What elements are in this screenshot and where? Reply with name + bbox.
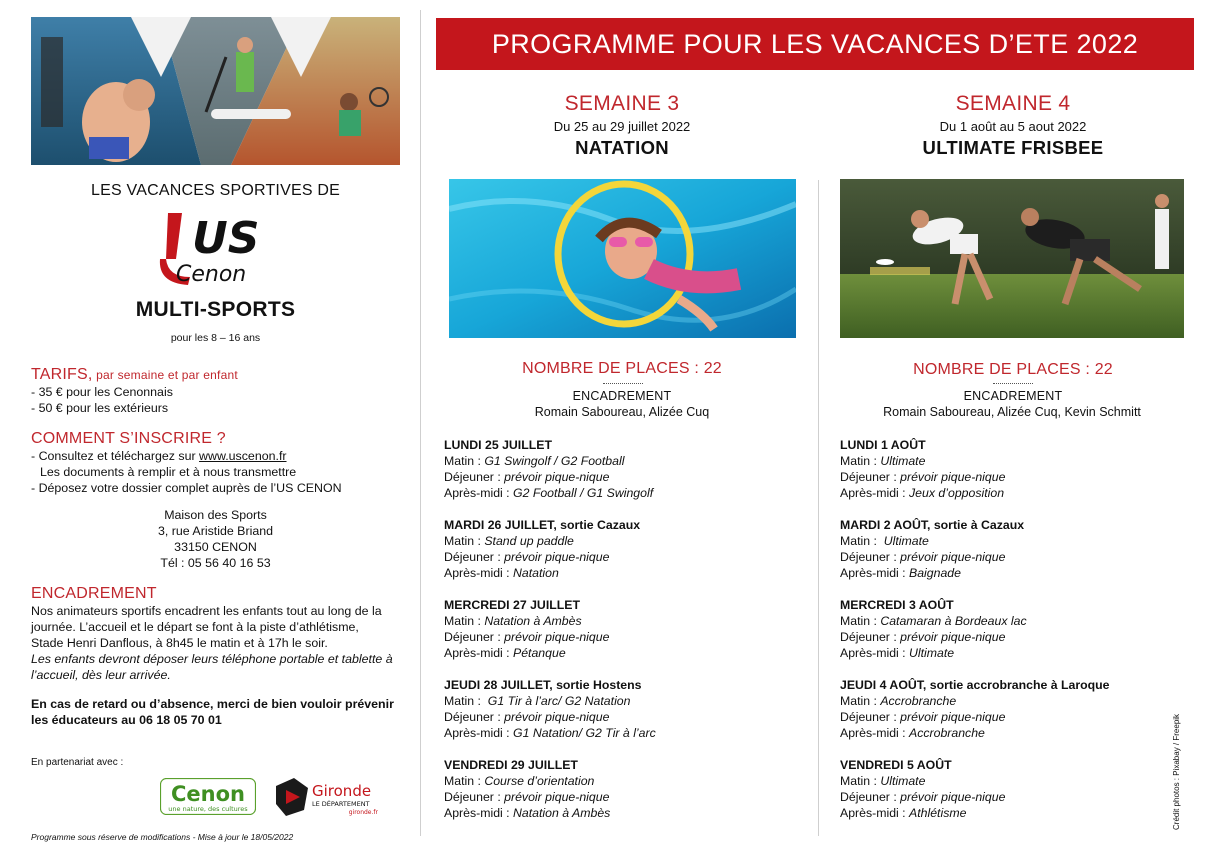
- activity-label: Matin :: [444, 454, 485, 468]
- week3-schedule: [444, 437, 784, 837]
- activity-label: Matin :: [840, 694, 881, 708]
- day-title: VENDREDI 29 JUILLET: [444, 758, 578, 772]
- cenon-logo-name: Cenon: [171, 782, 245, 806]
- cenon-partner-logo: [160, 778, 256, 815]
- lunch-info: [840, 709, 1180, 725]
- hero-photo-collage: [31, 17, 400, 165]
- day-block: [840, 757, 1180, 821]
- activity-value: Natation à Ambès: [484, 614, 582, 628]
- morning-activity: [444, 693, 784, 709]
- activity-label: Après-midi :: [444, 566, 514, 580]
- programme-banner: PROGRAMME POUR LES VACANCES D’ETE 2022: [436, 18, 1194, 70]
- us-cenon-logo: [158, 207, 273, 287]
- activity-label: Après-midi :: [444, 806, 514, 820]
- uscenon-link[interactable]: www.uscenon.fr: [199, 449, 287, 463]
- week3-encadrement-names: Romain Saboureau, Alizée Cuq: [534, 405, 710, 419]
- activity-value: Stand up paddle: [484, 534, 574, 548]
- ultimate-frisbee-photo: [840, 179, 1184, 338]
- encadrement-p2-line-1: En cas de retard ou d’absence, merci de bien vouloir prévenir: [31, 697, 394, 711]
- cenon-logo-tagline: une nature, des cultures: [168, 805, 248, 813]
- week4-sport: ULTIMATE FRISBEE: [922, 137, 1104, 158]
- morning-activity: [840, 613, 1180, 629]
- lunch-info: [840, 629, 1180, 645]
- lunch-info: [840, 469, 1180, 485]
- week4-places: NOMBRE DE PLACES : 22: [913, 361, 1113, 378]
- tarif-cenonnais: - 35 € pour les Cenonnais: [31, 385, 173, 399]
- day-block: [840, 677, 1180, 741]
- gironde-logo-line2: LE DÉPARTEMENT: [312, 800, 370, 808]
- activity-value: prévoir pique-nique: [504, 710, 610, 724]
- activity-label: Déjeuner :: [840, 550, 901, 564]
- day-block: [840, 597, 1180, 661]
- encadrement-heading: ENCADREMENT: [31, 585, 157, 602]
- day-title: MERCREDI 27 JUILLET: [444, 598, 580, 612]
- afternoon-activity: [444, 485, 784, 501]
- afternoon-activity: [840, 805, 1180, 821]
- afternoon-activity: [444, 645, 784, 661]
- logo-us-text: US: [192, 213, 260, 264]
- activity-value: prévoir pique-nique: [504, 630, 610, 644]
- activity-label: Déjeuner :: [444, 630, 505, 644]
- activity-value: Athlétisme: [909, 806, 967, 820]
- activity-value: G1 Swingolf / G2 Football: [484, 454, 625, 468]
- activity-value: G1 Tir à l’arc/ G2 Natation: [487, 694, 631, 708]
- lunch-info: [444, 629, 784, 645]
- address-line-3: 33150 CENON: [174, 540, 257, 554]
- day-block: [444, 437, 784, 501]
- encadrement-p1-line-1: Nos animateurs sportifs encadrent les enfants tout au long de la: [31, 604, 382, 618]
- activity-value: prévoir pique-nique: [900, 470, 1006, 484]
- inscription-heading: COMMENT S’INSCRIRE ?: [31, 430, 226, 447]
- week4-encadrement-label: ENCADREMENT: [963, 389, 1063, 403]
- gironde-logo-line3: gironde.fr: [348, 809, 378, 816]
- day-title: VENDREDI 5 AOÛT: [840, 758, 952, 772]
- activity-label: Matin :: [840, 454, 881, 468]
- morning-activity: [840, 773, 1180, 789]
- morning-activity: [444, 773, 784, 789]
- photo-collage-image: [31, 17, 400, 165]
- day-title: LUNDI 1 AOÛT: [840, 438, 926, 452]
- day-title: MERCREDI 3 AOÛT: [840, 598, 954, 612]
- column-divider-left: [420, 10, 421, 836]
- activity-label: Déjeuner :: [840, 630, 901, 644]
- activity-value: Ultimate: [909, 646, 955, 660]
- activity-value: Course d’orientation: [484, 774, 595, 788]
- lunch-info: [444, 469, 784, 485]
- lunch-info: [444, 709, 784, 725]
- activity-label: Déjeuner :: [444, 710, 505, 724]
- activity-value: G1 Natation/ G2 Tir à l’arc: [513, 726, 656, 740]
- activity-label: Déjeuner :: [444, 470, 505, 484]
- day-block: [444, 597, 784, 661]
- lunch-info: [840, 789, 1180, 805]
- activity-label: Après-midi :: [840, 486, 910, 500]
- activity-label: Matin :: [840, 614, 881, 628]
- activity-value: Natation à Ambès: [513, 806, 611, 820]
- week3-heading: SEMAINE 3: [564, 92, 680, 115]
- week3-dots-separator: [603, 383, 643, 384]
- encadrement-italic-line-2: l’accueil, dès leur arrivée.: [31, 668, 171, 682]
- afternoon-activity: [444, 805, 784, 821]
- lunch-info: [444, 789, 784, 805]
- day-title: MARDI 2 AOÛT, sortie à Cazaux: [840, 518, 1025, 532]
- week3-dates: Du 25 au 29 juillet 2022: [553, 119, 691, 134]
- swimming-photo: [449, 179, 796, 338]
- activity-label: Déjeuner :: [840, 710, 901, 724]
- morning-activity: [840, 453, 1180, 469]
- activity-value: Ultimate: [880, 454, 926, 468]
- tarif-exterieurs: - 50 € pour les extérieurs: [31, 401, 169, 415]
- activity-label: Déjeuner :: [444, 550, 505, 564]
- gironde-partner-logo: [274, 778, 382, 818]
- activity-label: Matin :: [840, 774, 881, 788]
- week4-schedule: [840, 437, 1180, 837]
- tarifs-section: [31, 366, 400, 416]
- day-block: [444, 517, 784, 581]
- address-line-2: 3, rue Aristide Briand: [157, 524, 274, 538]
- morning-activity: [444, 613, 784, 629]
- afternoon-activity: [840, 725, 1180, 741]
- address-line-1: Maison des Sports: [164, 508, 267, 522]
- day-title: JEUDI 28 JUILLET, sortie Hostens: [444, 678, 642, 692]
- encadrement-p1-line-2: journée. L’accueil et le départ se font à la piste d’athlétisme,: [31, 620, 359, 634]
- morning-activity: [444, 453, 784, 469]
- logo-cenon-text: Cenon: [176, 262, 247, 287]
- activity-label: Déjeuner :: [840, 790, 901, 804]
- activity-value: prévoir pique-nique: [504, 470, 610, 484]
- afternoon-activity: [444, 725, 784, 741]
- activity-value: Catamaran à Bordeaux lac: [880, 614, 1027, 628]
- afternoon-activity: [840, 565, 1180, 581]
- day-block: [840, 437, 1180, 501]
- morning-activity: [444, 533, 784, 549]
- activity-label: Après-midi :: [444, 646, 514, 660]
- activity-value: Accrobranche: [880, 694, 957, 708]
- activity-value: Pétanque: [513, 646, 566, 660]
- address-phone: Tél : 05 56 40 16 53: [160, 556, 271, 570]
- activity-label: Après-midi :: [840, 646, 910, 660]
- activity-label: Matin :: [444, 694, 488, 708]
- week3-places: NOMBRE DE PLACES : 22: [522, 360, 722, 377]
- activity-label: Après-midi :: [840, 726, 910, 740]
- left-title: LES VACANCES SPORTIVES DE: [91, 182, 340, 199]
- lunch-info: [840, 549, 1180, 565]
- activity-value: Accrobranche: [909, 726, 985, 740]
- lunch-info: [444, 549, 784, 565]
- day-title: MARDI 26 JUILLET, sortie Cazaux: [444, 518, 641, 532]
- inscription-line-3: - Déposez votre dossier complet auprès de l’US CENON: [31, 481, 342, 495]
- day-block: [444, 757, 784, 821]
- activity-value: Baignade: [909, 566, 961, 580]
- morning-activity: [840, 533, 1180, 549]
- activity-value: Ultimate: [880, 774, 926, 788]
- week4-encadrement-names: Romain Saboureau, Alizée Cuq, Kevin Schmitt: [883, 405, 1141, 419]
- activity-label: Déjeuner :: [444, 790, 505, 804]
- activity-label: Après-midi :: [444, 486, 514, 500]
- activity-label: Après-midi :: [444, 726, 514, 740]
- photo-credit: Crédit photos : Pixabay / Freepik: [1172, 713, 1181, 830]
- inscription-line-2: Les documents à remplir et à nous transmettre: [40, 465, 297, 479]
- day-block: [840, 517, 1180, 581]
- afternoon-activity: [840, 645, 1180, 661]
- activity-label: Matin :: [840, 534, 884, 548]
- day-title: LUNDI 25 JUILLET: [444, 438, 552, 452]
- activity-label: Matin :: [444, 774, 485, 788]
- day-block: [444, 677, 784, 741]
- week4-heading: SEMAINE 4: [955, 92, 1071, 115]
- week3-sport: NATATION: [575, 137, 669, 158]
- activity-value: prévoir pique-nique: [504, 790, 610, 804]
- activity-label: Déjeuner :: [840, 470, 901, 484]
- activity-value: G2 Football / G1 Swingolf: [513, 486, 654, 500]
- encadrement-italic-line-1: Les enfants devront déposer leurs téléphone portable et tablette à: [31, 652, 393, 666]
- afternoon-activity: [444, 565, 784, 581]
- activity-value: Ultimate: [883, 534, 929, 548]
- day-title: JEUDI 4 AOÛT, sortie accrobranche à Laroque: [840, 678, 1110, 692]
- activity-value: prévoir pique-nique: [900, 790, 1006, 804]
- encadrement-p1-line-3: Stade Henri Danflous, à 8h45 le matin et à 17h le soir.: [31, 636, 328, 650]
- activity-value: prévoir pique-nique: [900, 550, 1006, 564]
- encadrement-section: [31, 585, 403, 728]
- activity-value: prévoir pique-nique: [900, 630, 1006, 644]
- partner-label: En partenariat avec :: [31, 757, 124, 768]
- activity-value: Jeux d’opposition: [909, 486, 1005, 500]
- tarifs-heading: TARIFS, par semaine et par enfant: [31, 366, 238, 383]
- activity-value: prévoir pique-nique: [504, 550, 610, 564]
- inscription-line-1: - Consultez et téléchargez sur www.uscenon.fr: [31, 449, 287, 463]
- activity-value: Natation: [513, 566, 559, 580]
- activity-label: Après-midi :: [840, 566, 910, 580]
- update-footnote: Programme sous réserve de modifications - Mise à jour le 18/05/2022: [31, 832, 294, 842]
- morning-activity: [840, 693, 1180, 709]
- activity-label: Matin :: [444, 614, 485, 628]
- gironde-logo-name: Gironde: [312, 782, 372, 800]
- multisports-title: MULTI-SPORTS: [135, 298, 296, 321]
- activity-label: Matin :: [444, 534, 485, 548]
- column-divider-weeks: [818, 180, 819, 836]
- age-range: pour les 8 – 16 ans: [170, 332, 261, 344]
- activity-value: prévoir pique-nique: [900, 710, 1006, 724]
- address-block: [31, 507, 400, 571]
- afternoon-activity: [840, 485, 1180, 501]
- week3-encadrement-label: ENCADREMENT: [572, 389, 672, 403]
- inscription-section: [31, 430, 400, 496]
- encadrement-p2-line-2: les éducateurs au 06 18 05 70 01: [31, 713, 222, 727]
- week4-dates: Du 1 août au 5 aout 2022: [939, 119, 1087, 134]
- activity-label: Après-midi :: [840, 806, 910, 820]
- week4-dots-separator: [993, 383, 1033, 384]
